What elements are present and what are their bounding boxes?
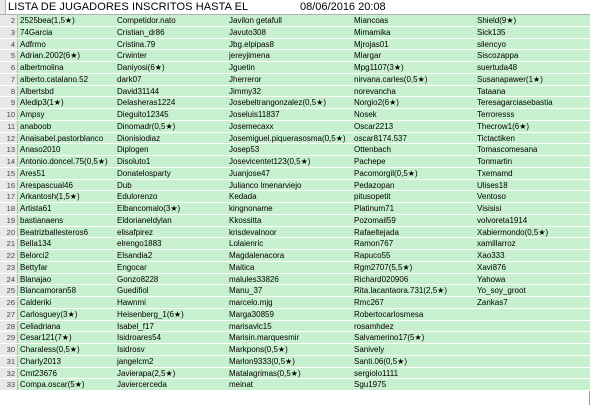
player-cell[interactable]: Adrian.2002(6★) <box>20 51 81 61</box>
player-cell[interactable]: volvoreta1914 <box>477 215 528 225</box>
row-number[interactable]: 26 <box>0 297 18 308</box>
table-row <box>0 156 590 168</box>
player-cell[interactable]: Blancamoran58 <box>20 286 77 296</box>
player-cell[interactable]: Terroresss <box>477 110 515 119</box>
player-cell[interactable]: meinat <box>229 380 254 390</box>
player-cell[interactable]: Manu_37 <box>229 286 263 296</box>
player-cell[interactable]: albertmolina <box>20 63 64 72</box>
player-cell[interactable]: Guedifiol <box>117 286 149 296</box>
player-cell[interactable]: Teresagarciasebastia <box>477 98 553 108</box>
player-cell[interactable]: Susanapawer(1★) <box>477 74 543 84</box>
table-row <box>0 144 590 156</box>
table-row <box>0 15 590 27</box>
row-number[interactable]: 12 <box>0 133 18 144</box>
table-row <box>0 121 590 133</box>
row-header-1[interactable] <box>0 0 6 14</box>
player-cell[interactable]: Kkossitta <box>229 215 262 225</box>
player-cell[interactable]: Cristian_dr86 <box>117 27 165 37</box>
player-cell[interactable]: Anaso2010 <box>20 145 61 155</box>
row-number[interactable]: 6 <box>0 62 18 73</box>
player-cell[interactable]: Isidrosv <box>117 345 145 354</box>
player-cell[interactable]: Tictactiken <box>477 133 515 143</box>
player-cell[interactable]: 74Garcia <box>20 27 53 37</box>
player-cell[interactable]: jangelcm2 <box>117 356 154 366</box>
row-number[interactable]: 19 <box>0 215 18 226</box>
player-cell[interactable]: elrengo1883 <box>117 239 162 249</box>
player-cell[interactable]: kingnoname <box>229 204 273 213</box>
player-cell[interactable]: suertuda48 <box>477 63 518 72</box>
table-row <box>0 50 590 62</box>
table-row <box>0 74 590 86</box>
player-cell[interactable]: Yahowa <box>477 274 506 284</box>
player-cell[interactable]: Sick135 <box>477 27 506 37</box>
table-row <box>0 238 590 250</box>
player-cell[interactable]: Txemamd <box>477 168 513 178</box>
player-cell[interactable]: Beatrizballesteros6 <box>20 227 89 237</box>
player-cell[interactable]: Anaisabel.pastorblanco <box>20 133 104 143</box>
row-number[interactable]: 7 <box>0 74 18 85</box>
row-number[interactable]: 8 <box>0 86 18 97</box>
player-cell[interactable]: malules33826 <box>229 274 279 284</box>
player-cell[interactable]: Compa.oscar(5★) <box>20 380 85 390</box>
table-row <box>0 203 590 215</box>
sheet-title[interactable]: LISTA DE JUGADORES INSCRITOS HASTA EL <box>8 1 249 13</box>
table-row <box>0 379 590 391</box>
player-cell[interactable]: Ramon767 <box>354 239 394 249</box>
row-number[interactable]: 17 <box>0 191 18 202</box>
player-cell[interactable]: David31144 <box>117 86 160 96</box>
player-cell[interactable]: Javuto308 <box>229 27 266 37</box>
player-cell[interactable]: krisdevalnoor <box>229 227 277 237</box>
table-row <box>0 274 590 286</box>
player-cell[interactable]: Marga30859 <box>229 309 274 319</box>
table-row <box>0 133 590 145</box>
player-cell[interactable]: Arespascual46 <box>20 180 73 190</box>
player-cell[interactable]: Xao333 <box>477 251 505 260</box>
player-cell[interactable]: Visisisi <box>477 204 502 213</box>
row-number[interactable]: 9 <box>0 97 18 108</box>
row-number[interactable]: 4 <box>0 39 18 50</box>
player-cell[interactable]: Charaless(0,5★) <box>20 345 80 354</box>
player-cell[interactable]: marisavlc15 <box>229 321 272 331</box>
player-cell[interactable]: Pachepe <box>354 157 386 166</box>
player-cell[interactable]: Oscar2213 <box>354 121 394 131</box>
table-row <box>0 62 590 74</box>
player-cell[interactable]: Mlargar <box>354 51 382 61</box>
player-cell[interactable]: norevancha <box>354 86 396 96</box>
player-cell[interactable]: Cmt23676 <box>20 368 57 378</box>
player-cell[interactable]: Robertocarlosmesa <box>354 309 424 319</box>
player-cell[interactable]: Elsandia2 <box>117 251 153 260</box>
player-cell[interactable]: Josep53 <box>229 145 260 155</box>
player-cell[interactable]: Santi.06(0,5★) <box>354 356 407 366</box>
player-cell[interactable]: Javilon getafull <box>229 16 282 25</box>
player-cell[interactable]: Tonmartin <box>477 157 513 166</box>
player-cell[interactable]: Pozomail59 <box>354 215 396 225</box>
player-cell[interactable]: Platinum71 <box>354 204 395 213</box>
player-cell[interactable]: Mpg1107(3★) <box>354 63 404 72</box>
table-row <box>0 309 590 321</box>
player-cell[interactable]: Albertsbd <box>20 86 54 96</box>
player-cell[interactable]: Donatelosparty <box>117 168 171 178</box>
row-number[interactable]: 13 <box>0 144 18 155</box>
player-cell[interactable]: Ares51 <box>20 168 46 178</box>
player-cell[interactable]: Dieguito12345 <box>117 110 169 119</box>
player-cell[interactable]: Mimamika <box>354 27 391 37</box>
player-cell[interactable]: Engocar <box>117 262 147 272</box>
row-number[interactable]: 29 <box>0 332 18 343</box>
player-cell[interactable]: Charly2013 <box>20 356 61 366</box>
player-cell[interactable]: Jherreror <box>229 74 262 84</box>
table-row <box>0 356 590 368</box>
player-cell[interactable]: sergiolo1111 <box>354 368 399 378</box>
row-number[interactable]: 33 <box>0 379 18 390</box>
row-number[interactable]: 14 <box>0 156 18 167</box>
player-cell[interactable]: Xavi876 <box>477 262 506 272</box>
player-cell[interactable]: Jimmy32 <box>229 86 262 96</box>
row-number[interactable]: 3 <box>0 27 18 38</box>
player-cell[interactable]: Isabel_f17 <box>117 321 154 331</box>
player-cell[interactable]: Tataana <box>477 86 506 96</box>
player-cell[interactable]: Josevicentet123(0,5★) <box>229 157 311 166</box>
row-number[interactable]: 18 <box>0 203 18 214</box>
table-row <box>0 262 590 274</box>
player-cell[interactable]: Dub <box>117 180 132 190</box>
player-cell[interactable]: Antonio.doncel.75(0,5★) <box>20 157 108 166</box>
player-cell[interactable]: Rgm2707(5,5★) <box>354 262 413 272</box>
row-number[interactable]: 27 <box>0 309 18 320</box>
player-cell[interactable]: Javiercerceda <box>117 380 167 390</box>
player-cell[interactable]: Marisin.marquesmir <box>229 333 300 343</box>
player-cell[interactable]: Yo_soy_groot <box>477 286 526 296</box>
player-cell[interactable]: Ventoso <box>477 192 506 202</box>
row-number[interactable]: 16 <box>0 180 18 191</box>
player-cell[interactable]: Sanively <box>354 345 385 354</box>
player-cell[interactable]: 2525bea(1,5★) <box>20 16 75 25</box>
player-cell[interactable]: Eldorianeldylan <box>117 215 172 225</box>
row-number[interactable]: 28 <box>0 321 18 332</box>
row-number[interactable]: 11 <box>0 121 18 132</box>
player-cell[interactable]: Thecrow1(6★) <box>477 121 530 131</box>
player-cell[interactable]: Blanajao <box>20 274 52 284</box>
player-cell[interactable]: Kedada <box>229 192 257 202</box>
player-cell[interactable]: Josemecaxx <box>229 121 274 131</box>
player-cell[interactable]: Celiadriana <box>20 321 61 331</box>
player-cell[interactable]: Crwinter <box>117 51 147 61</box>
table-row <box>0 39 590 51</box>
player-cell[interactable]: Ampsy <box>20 110 45 119</box>
player-cell[interactable]: Carlosguey(3★) <box>20 309 78 319</box>
table-row <box>0 27 590 39</box>
row-number[interactable]: 25 <box>0 285 18 296</box>
table-row <box>0 344 590 356</box>
player-cell[interactable]: Belorci2 <box>20 251 49 260</box>
sheet-date[interactable]: 08/06/2016 20:08 <box>300 1 386 13</box>
player-cell[interactable]: Matalagrimas(0,5★) <box>229 368 301 378</box>
player-grid <box>0 15 590 391</box>
player-cell[interactable]: Diplogen <box>117 145 149 155</box>
player-cell[interactable]: Xabiermondo(0,5★) <box>477 227 549 237</box>
row-number[interactable]: 15 <box>0 168 18 179</box>
row-number[interactable]: 22 <box>0 250 18 261</box>
row-number[interactable]: 21 <box>0 238 18 249</box>
table-row <box>0 191 590 203</box>
table-row <box>0 227 590 239</box>
player-cell[interactable]: Zankas7 <box>477 298 508 307</box>
row-number[interactable]: 30 <box>0 344 18 355</box>
player-cell[interactable]: Adfrmo <box>20 39 46 49</box>
player-cell[interactable]: Joseluis11837 <box>229 110 280 119</box>
player-cell[interactable]: rosamhdez <box>354 321 394 331</box>
player-cell[interactable]: Dinomadr(0,5★) <box>117 121 176 131</box>
table-row <box>0 109 590 121</box>
table-row <box>0 368 590 380</box>
player-cell[interactable]: Rita.lacantaora.731(2,5★) <box>354 286 447 296</box>
player-cell[interactable]: dark07 <box>117 74 142 84</box>
player-cell[interactable]: Sgu1975 <box>354 380 387 390</box>
player-cell[interactable]: Isidroares54 <box>117 333 162 343</box>
player-cell[interactable]: Cristina.79 <box>117 39 156 49</box>
table-row <box>0 86 590 98</box>
table-row <box>0 168 590 180</box>
table-row <box>0 332 590 344</box>
player-cell[interactable]: Lolaienric <box>229 239 264 249</box>
player-cell[interactable]: Shield(9★) <box>477 16 517 25</box>
row-number[interactable]: 24 <box>0 274 18 285</box>
player-cell[interactable]: anaboob <box>20 121 52 131</box>
player-cell[interactable]: Nosek <box>354 110 377 119</box>
player-cell[interactable]: Jbg.elpipas8 <box>229 39 274 49</box>
player-cell[interactable]: Pacomorgil(0,5★) <box>354 168 418 178</box>
player-cell[interactable]: Miancoas <box>354 16 389 25</box>
player-cell[interactable]: Juanjose47 <box>229 168 270 178</box>
player-cell[interactable]: Pedazopan <box>354 180 395 190</box>
player-cell[interactable]: Julianco lmenarviejo <box>229 180 302 190</box>
player-cell[interactable]: Arkantosh(1,5★) <box>20 192 80 202</box>
player-cell[interactable]: Salvamerino17(5★) <box>354 333 425 343</box>
player-cell[interactable]: jereyjimena <box>229 51 270 61</box>
player-cell[interactable]: Cesar121(7★) <box>20 333 72 343</box>
player-cell[interactable]: Norgio2(6★) <box>354 98 399 108</box>
player-cell[interactable]: Ottenbach <box>354 145 391 155</box>
row-number[interactable]: 10 <box>0 109 18 120</box>
player-cell[interactable]: Daniyosi(6★) <box>117 63 165 72</box>
player-cell[interactable]: nirvana.carles(0,5★) <box>354 74 428 84</box>
player-cell[interactable]: Jguetin <box>229 63 255 72</box>
player-cell[interactable]: Rapuco55 <box>354 251 391 260</box>
player-cell[interactable]: Josebeltrangonzalez(0,5★) <box>229 98 327 108</box>
player-cell[interactable]: Aledip3(1★) <box>20 98 64 108</box>
player-cell[interactable]: Rafaeltejada <box>354 227 399 237</box>
table-row <box>0 97 590 109</box>
player-cell[interactable]: pitusopetit <box>354 192 391 202</box>
row-number[interactable]: 2 <box>0 15 18 26</box>
table-row <box>0 321 590 333</box>
table-row <box>0 180 590 192</box>
player-cell[interactable]: oscar8174.537 <box>354 133 407 143</box>
player-cell[interactable]: bastianaens <box>20 215 64 225</box>
player-cell[interactable]: Heisenberg_1(6★) <box>117 309 184 319</box>
table-row <box>0 297 590 309</box>
table-row <box>0 215 590 227</box>
table-row <box>0 250 590 262</box>
player-cell[interactable]: Josemiguel.piquerasosma(0,5★) <box>229 133 346 143</box>
player-cell[interactable]: Ulises18 <box>477 180 508 190</box>
player-cell[interactable]: Elbancomalo(3★) <box>117 204 181 213</box>
player-cell[interactable]: Artista61 <box>20 204 52 213</box>
player-cell[interactable]: silencyo <box>477 39 506 49</box>
player-cell[interactable]: elisafpirez <box>117 227 154 237</box>
player-cell[interactable]: Markpons(0,5★) <box>229 345 288 354</box>
row-number[interactable]: 31 <box>0 356 18 367</box>
player-cell[interactable]: Siscozappa <box>477 51 519 61</box>
player-cell[interactable]: Javierapa(2,5★) <box>117 368 176 378</box>
player-cell[interactable]: Bella134 <box>20 239 52 249</box>
player-cell[interactable]: Mjrojas01 <box>354 39 389 49</box>
player-cell[interactable]: Bettyfar <box>20 262 48 272</box>
player-cell[interactable]: Hawnmi <box>117 298 146 307</box>
player-cell[interactable]: Rmc267 <box>354 298 384 307</box>
row-number[interactable]: 23 <box>0 262 18 273</box>
row-number[interactable]: 20 <box>0 227 18 238</box>
player-cell[interactable]: Maitica <box>229 262 255 272</box>
player-cell[interactable]: xamillarroz <box>477 239 516 249</box>
player-cell[interactable]: marcelo.mjg <box>229 298 273 307</box>
row-number[interactable]: 32 <box>0 368 18 379</box>
player-cell[interactable]: Delasheras1224 <box>117 98 176 108</box>
player-cell[interactable]: alberto.catalano.52 <box>20 74 89 84</box>
player-cell[interactable]: Marlon9333(0,5★) <box>229 356 295 366</box>
table-row <box>0 285 590 297</box>
player-cell[interactable]: Tomascomesana <box>477 145 538 155</box>
player-cell[interactable]: Richard020906 <box>354 274 409 284</box>
player-cell[interactable]: Magdalenacora <box>229 251 285 260</box>
player-cell[interactable]: Competidor.nato <box>117 16 176 25</box>
player-cell[interactable]: Gonzo8228 <box>117 274 159 284</box>
player-cell[interactable]: Edulorenzo <box>117 192 158 202</box>
row-number[interactable]: 5 <box>0 50 18 61</box>
player-cell[interactable]: Disoluto1 <box>117 157 151 166</box>
player-cell[interactable]: Calderiki <box>20 298 52 307</box>
player-cell[interactable]: Dionisiodiaz <box>117 133 161 143</box>
title-row <box>0 0 590 15</box>
